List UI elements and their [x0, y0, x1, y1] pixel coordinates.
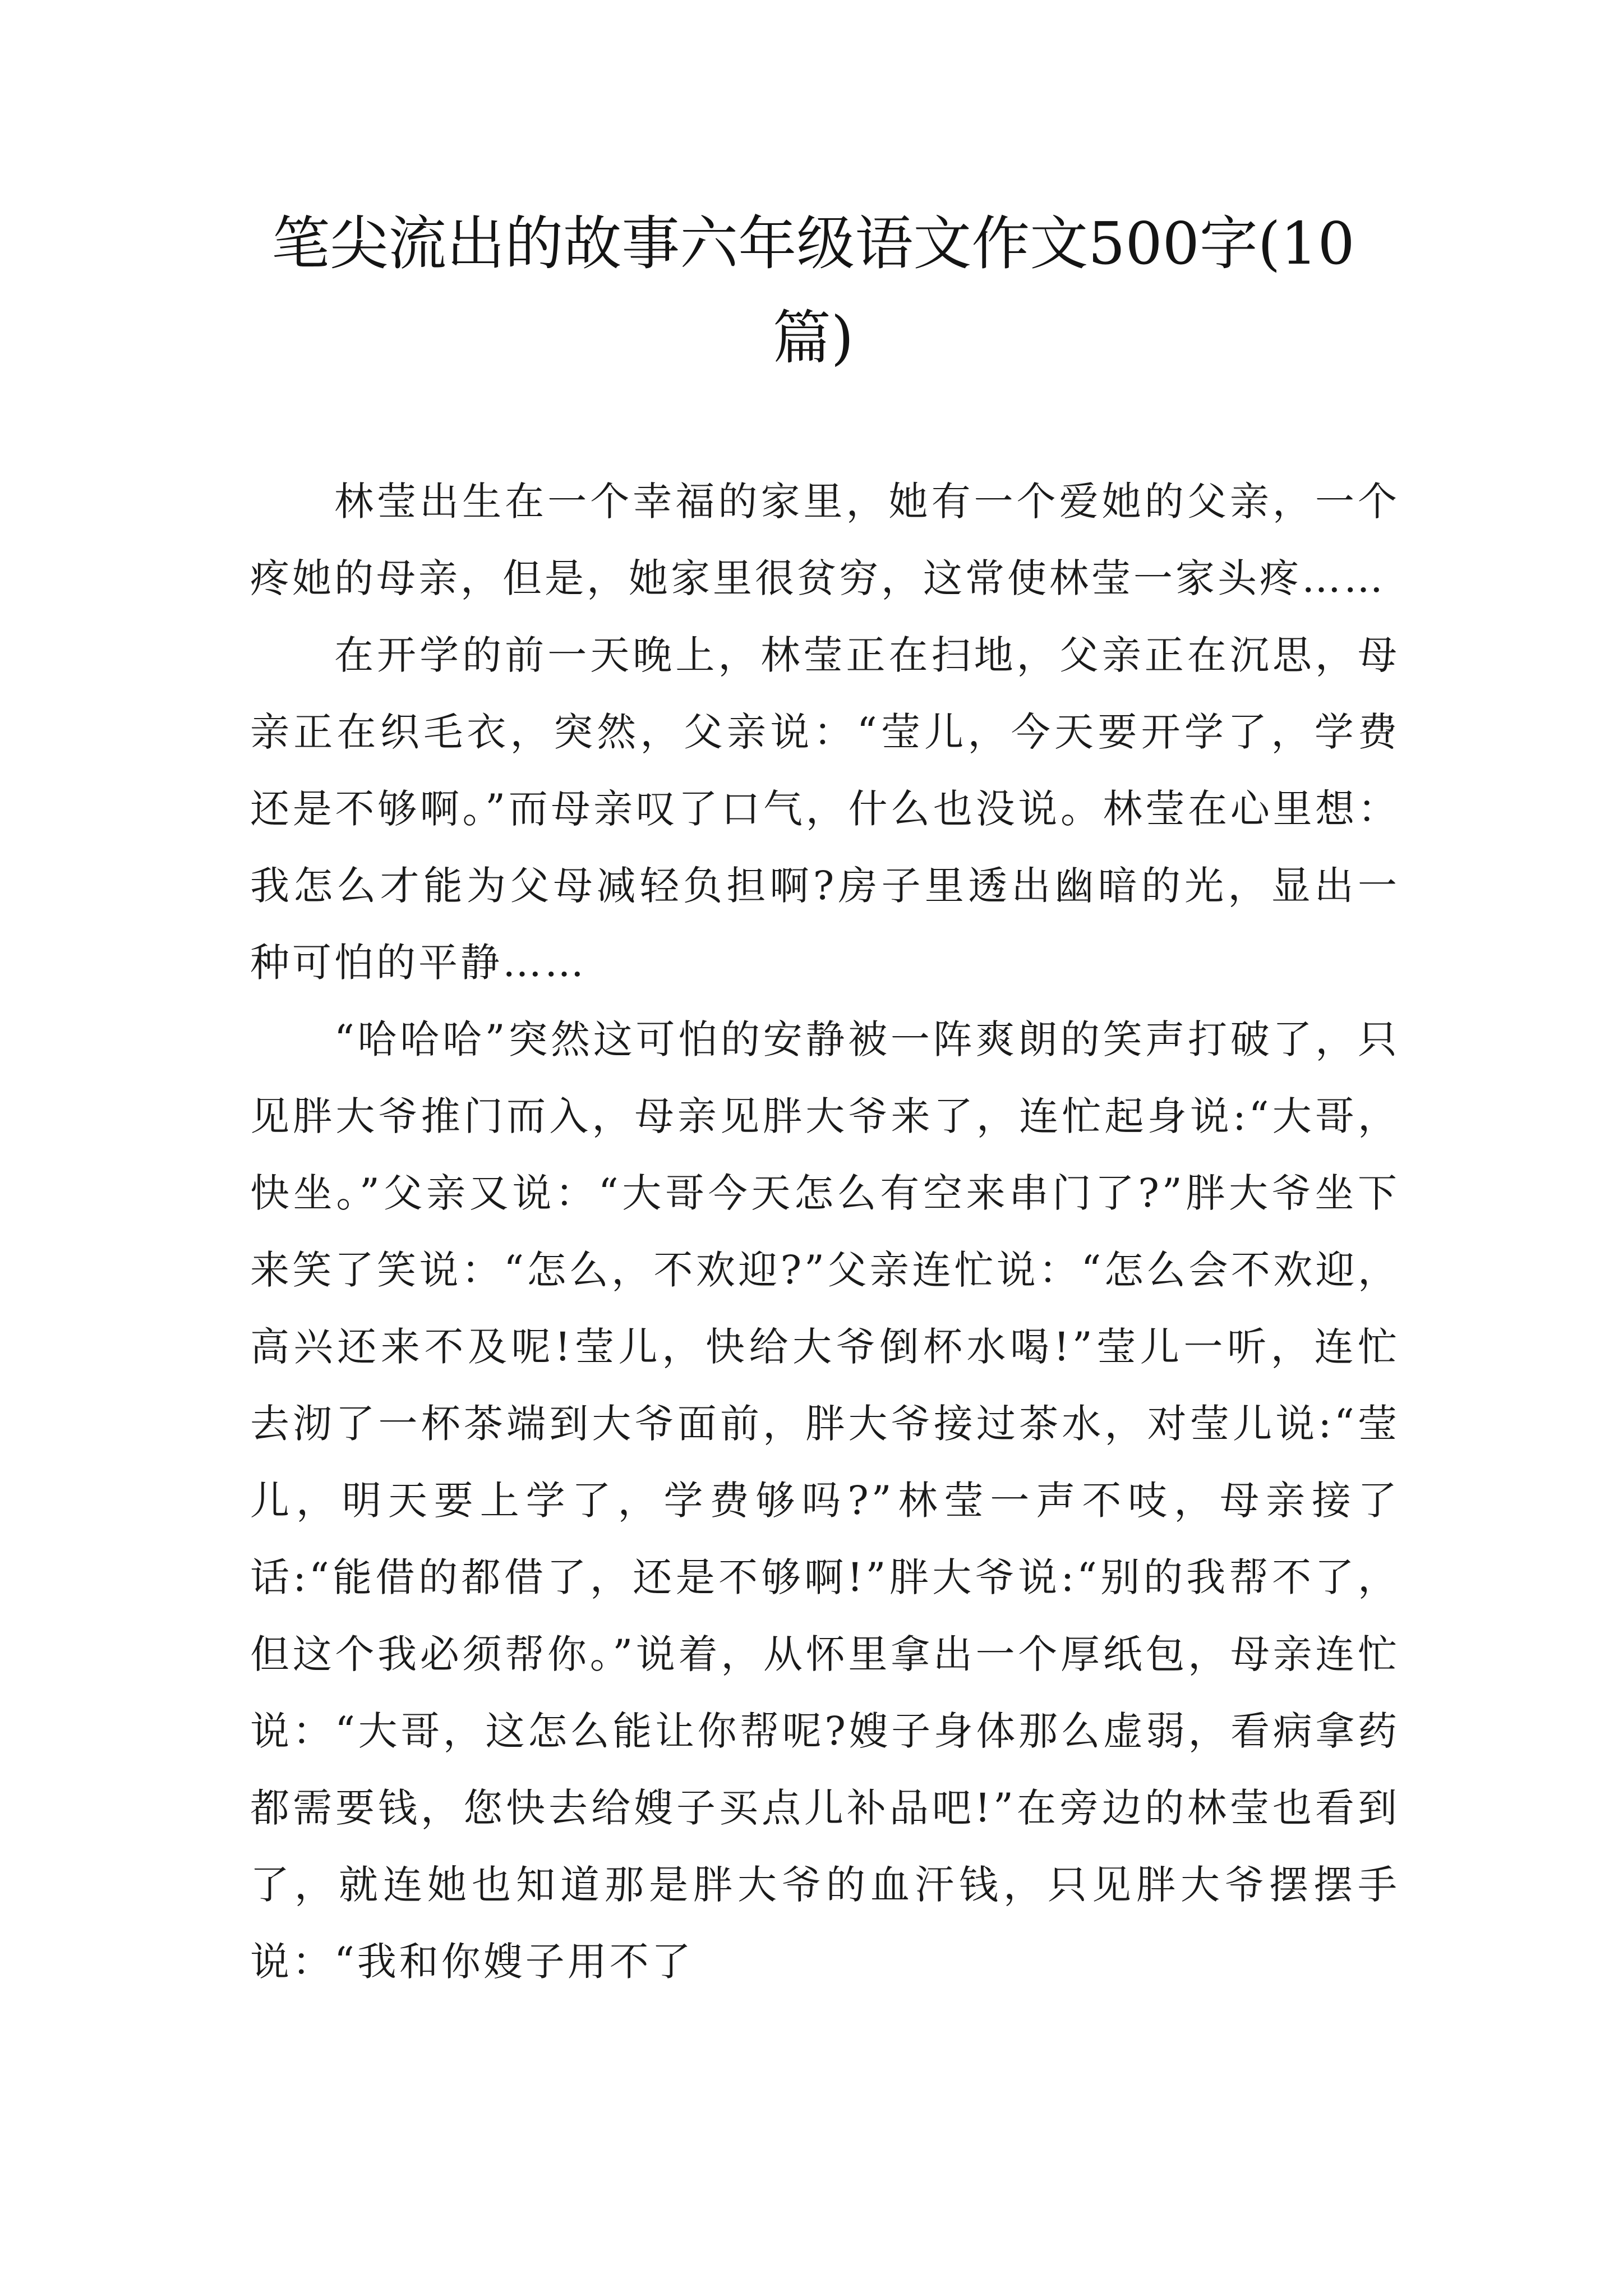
- document-title: 笔尖流出的故事六年级语文作文500字(10篇): [271, 209, 1355, 372]
- paragraph: 林莹出生在一个幸福的家里，她有一个爱她的父亲，一个疼她的母亲，但是，她家里很贫穷，这常使林莹一家头疼……: [250, 478, 1400, 601]
- paragraph: “哈哈哈”突然这可怕的安静被一阵爽朗的笑声打破了，只见胖大爷推门而入，母亲见胖大爷来了，连忙起身说:“大哥，快坐。”父亲又说：“大哥今天怎么有空来串门了?”胖大爷坐下来笑了笑说：“怎么，不欢迎?”父亲连忙说：“怎么会不欢迎，高兴还来不及呢!莹儿，快给大爷倒杯水喝!”莹儿一听，连忙去沏了一杯茶端到大爷面前，胖大爷接过茶水，对莹儿说:“莹儿，明天要上学了，学费够吗?”林莹一声不吱，母亲接了话:“能借的都借了，还是不够啊!”胖大爷说:“别的我帮不了，但这个我必须帮你。”说着，从怀里拿出一个厚纸包，母亲连忙说：“大哥，这怎么能让你帮呢?嫂子身体那么虚弱，看病拿药都需要钱，您快去给嫂子买点儿补品吧!”在旁边的林莹也看到了，就连她也知道那是胖大爷的血汗钱，只见胖大爷摆摆手说：“我和你嫂子用不了: [250, 1016, 1400, 1985]
- paragraph: 在开学的前一天晚上，林莹正在扫地，父亲正在沉思，母亲正在织毛衣，突然，父亲说：“莹儿，今天要开学了，学费还是不够啊。”而母亲叹了口气，什么也没说。林莹在心里想：我怎么才能为父母减轻负担啊?房子里透出幽暗的光，显出一种可怕的平静……: [250, 632, 1400, 986]
- document-body: [250, 463, 1400, 2000]
